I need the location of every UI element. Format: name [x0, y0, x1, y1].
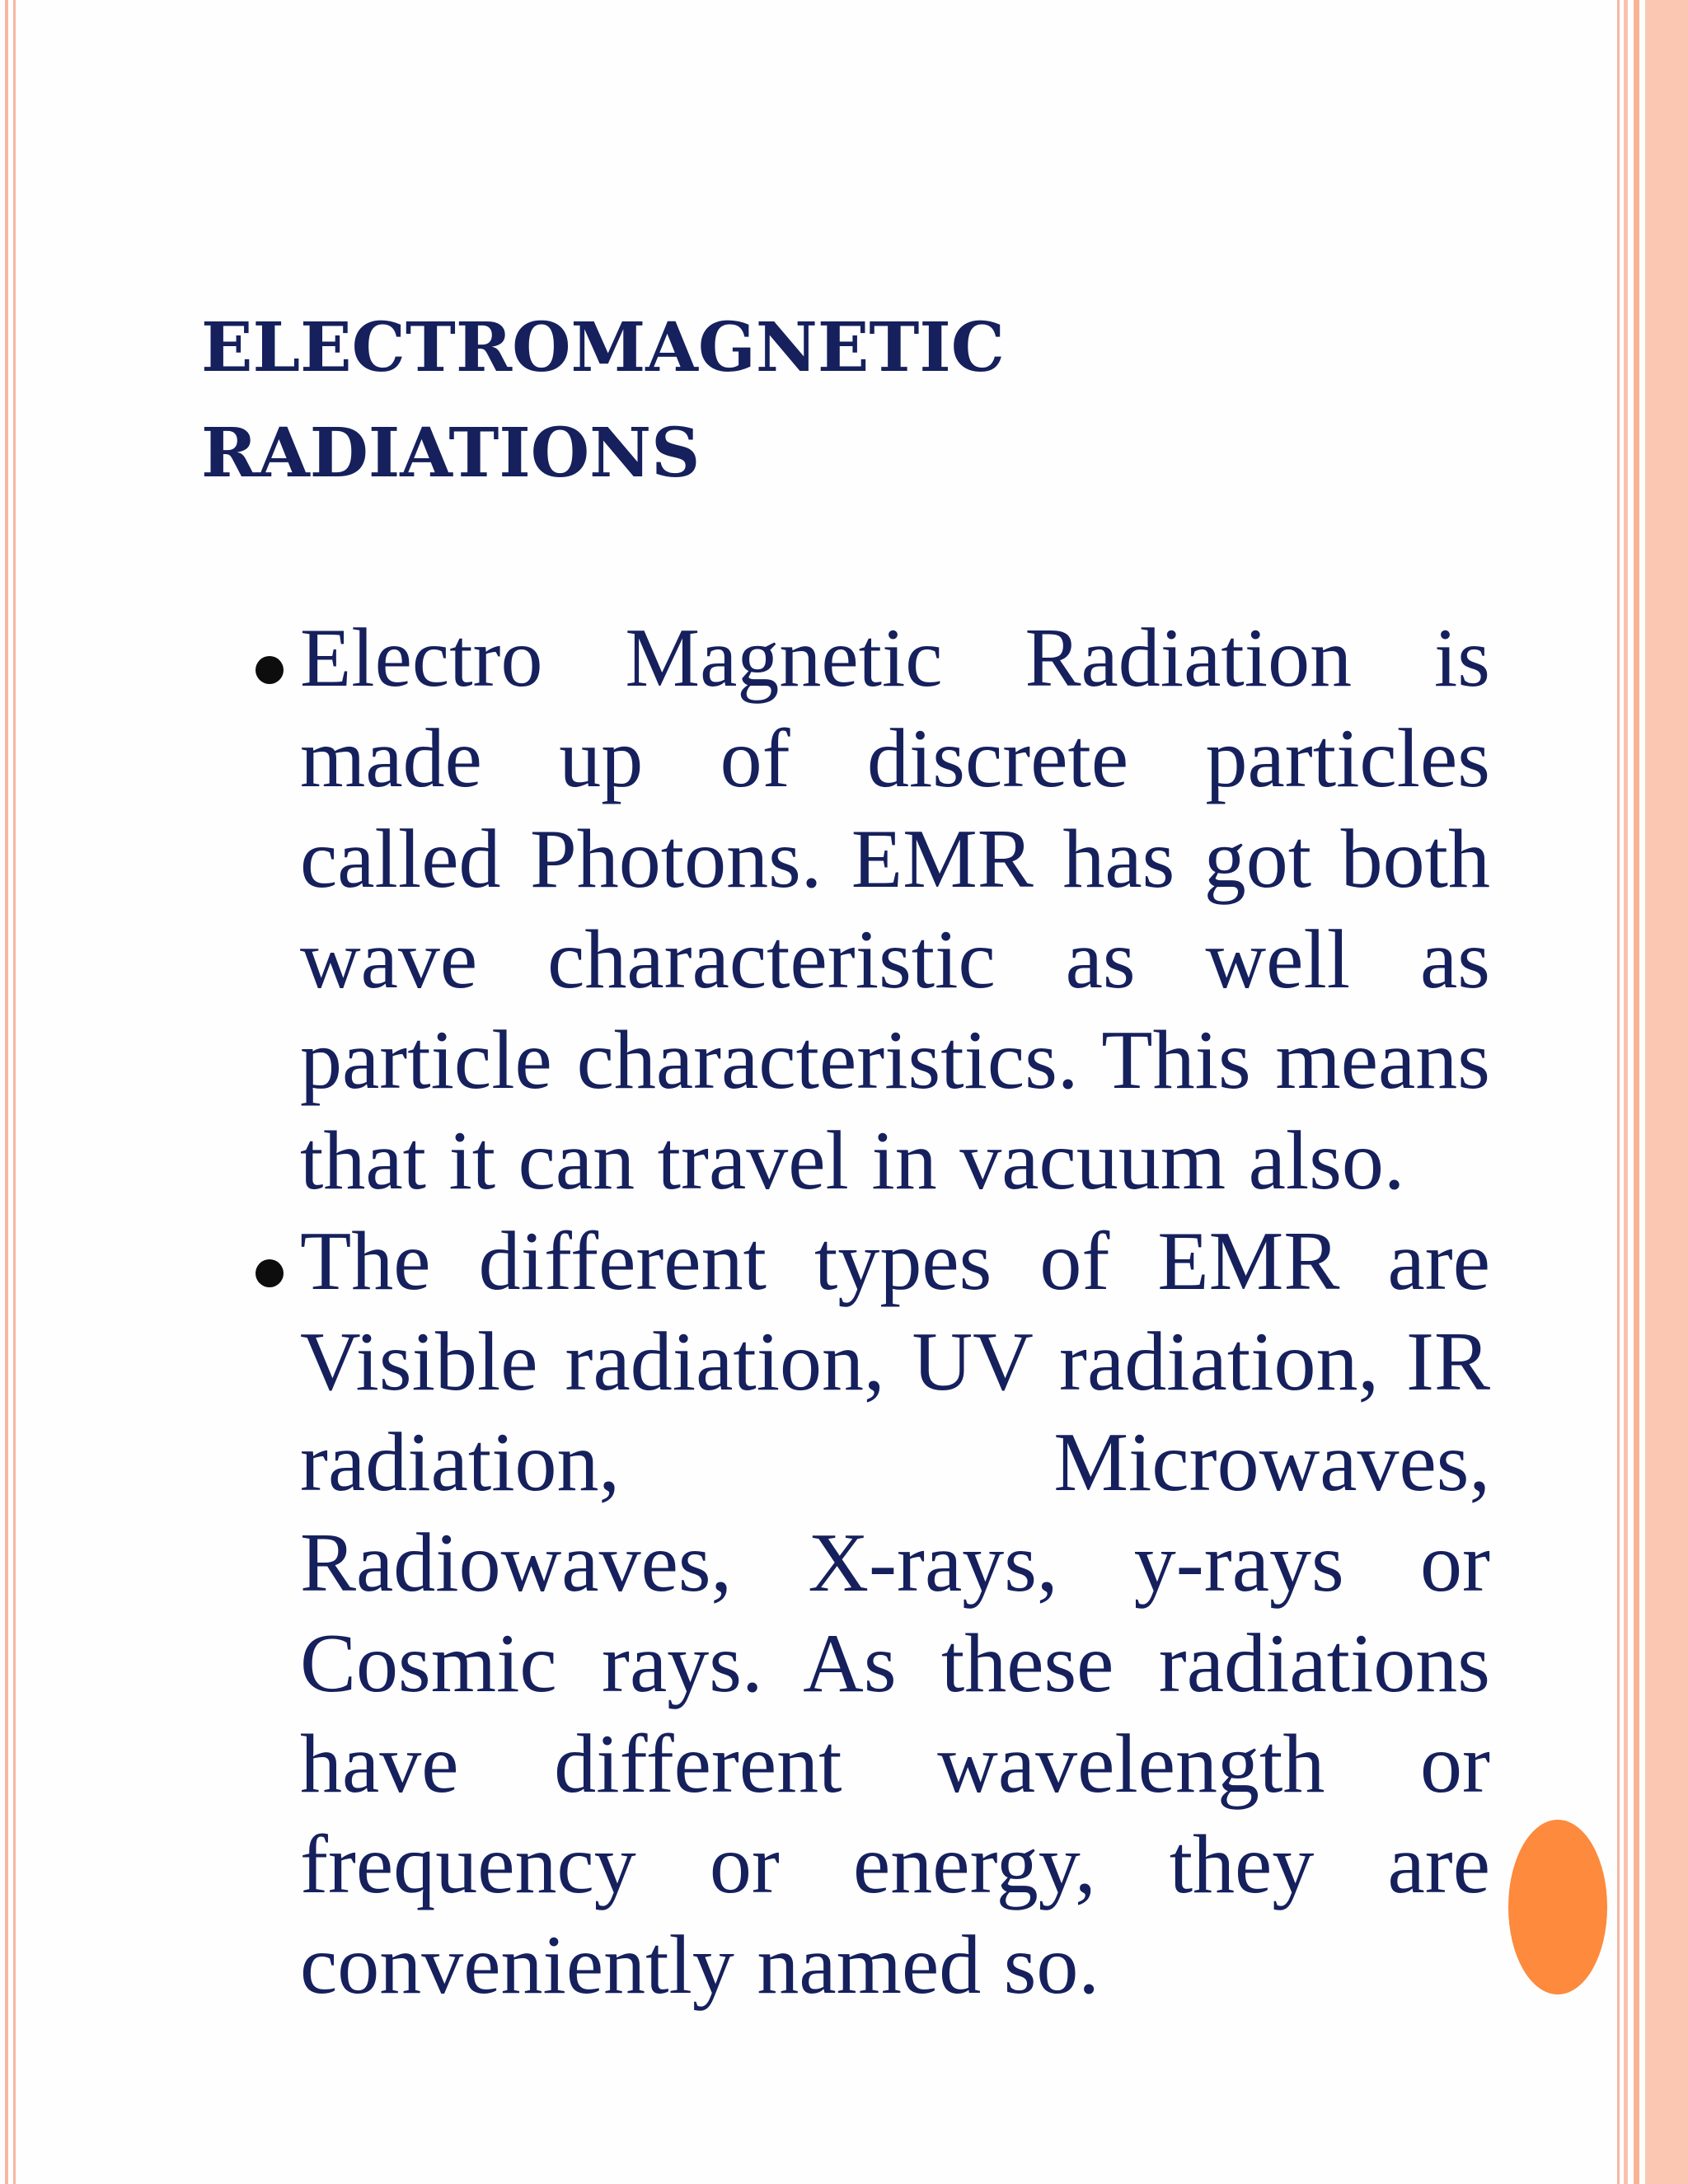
slide-title-line: RADIATIONS	[201, 414, 701, 493]
bullet-list	[256, 608, 1490, 2016]
right-border-line	[1624, 0, 1628, 2184]
bullet-dot-icon	[256, 1259, 284, 1287]
right-border-decoration	[1609, 0, 1688, 2184]
right-border-line	[1634, 0, 1639, 2184]
bullet-text: The different types of EMR are Visible radiation, UV radiation, IR radiation, Microwaves, Radiowaves, X-rays, y-rays or Cosmic rays. As these radiations have different wavelength or frequency or energy, they are conveniently named so.	[300, 1215, 1490, 2012]
right-border-line	[1617, 0, 1620, 2184]
bullet-dot-icon	[256, 656, 284, 684]
bullet-item	[256, 608, 1490, 1212]
bullet-item	[256, 1212, 1490, 2016]
orange-oval-decoration	[1508, 1820, 1607, 1994]
left-border-line	[13, 0, 16, 2184]
left-border-decoration	[0, 0, 20, 2184]
bullet-text: Electro Magnetic Radiation is made up of discrete particles called Photons. EMR has got both wave characteristic as well as particle characteristics. This means that it can travel in vacuum also.	[300, 612, 1490, 1207]
left-border-line	[5, 0, 8, 2184]
slide-title-line: ELECTROMAGNETIC	[201, 308, 1006, 387]
slide-title	[201, 295, 1273, 506]
right-border-band	[1645, 0, 1688, 2184]
